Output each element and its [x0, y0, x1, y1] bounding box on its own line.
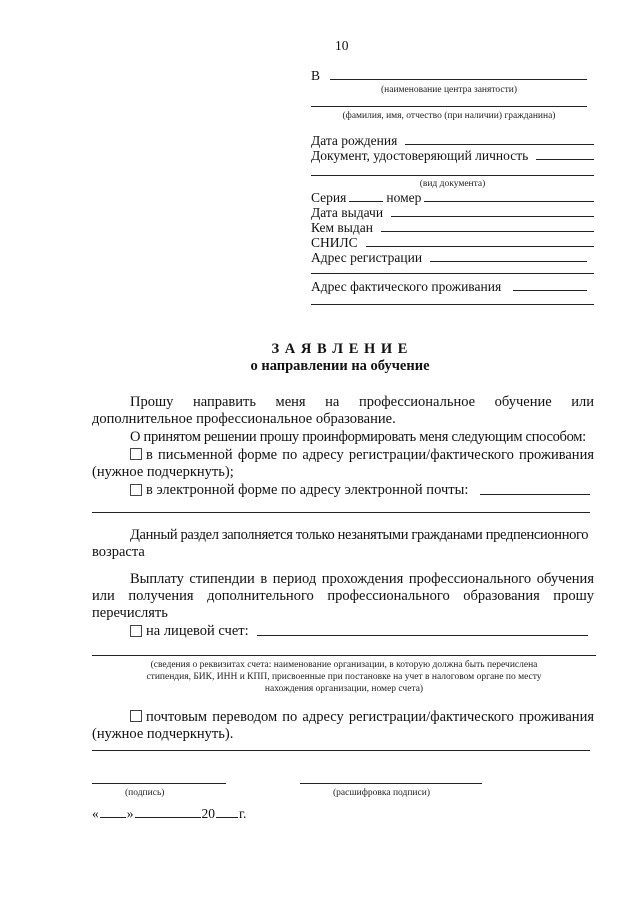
account-line-2[interactable]	[92, 655, 596, 656]
date-day-blank[interactable]	[100, 816, 126, 818]
p3-line2: возраста	[92, 544, 145, 560]
option-account[interactable]	[130, 622, 588, 640]
actual-address-field[interactable]	[311, 279, 587, 295]
date-month-blank[interactable]	[135, 816, 201, 818]
checkbox-postal[interactable]	[130, 710, 142, 722]
checkbox-account[interactable]	[130, 625, 142, 637]
date-year-blank[interactable]	[216, 816, 238, 818]
checkbox-written[interactable]	[130, 448, 142, 460]
account-caption-2: стипендия, БИК, ИНН и КПП, присвоенные при постановке на учет в налоговом органе по месту	[146, 672, 542, 682]
issued-by-field[interactable]	[311, 220, 594, 236]
p4-line1: Выплату стипендии в период прохождения профессионального обучения	[130, 571, 594, 587]
signature-decode-line[interactable]	[300, 783, 482, 784]
reg-address-line-2[interactable]	[311, 273, 594, 274]
signature-caption: (подпись)	[125, 788, 165, 798]
option-account-label: на лицевой счет:	[146, 623, 249, 639]
email-line-2[interactable]	[92, 512, 590, 513]
actual-address-line-2[interactable]	[311, 304, 594, 305]
date-close-quote: »	[126, 806, 134, 821]
actual-address-label: Адрес фактического проживания	[311, 279, 502, 294]
p1-line2: дополнительное профессиональное образование.	[92, 411, 396, 427]
reg-address-label: Адрес регистрации	[311, 250, 423, 265]
snils-field[interactable]	[311, 235, 594, 251]
issue-date-label: Дата выдачи	[311, 205, 384, 220]
p4-line3: перечислять	[92, 605, 168, 621]
option-email[interactable]	[130, 481, 590, 499]
issued-by-label: Кем выдан	[311, 220, 373, 235]
series-label: Серия	[311, 190, 347, 205]
option-written-line2: (нужное подчеркнуть);	[92, 464, 234, 480]
date-field[interactable]	[92, 806, 246, 822]
account-caption-1: (сведения о реквизитах счета: наименование организации, в которую должна быть перечислена	[150, 660, 538, 670]
option-written[interactable]	[130, 446, 594, 464]
option-postal[interactable]	[130, 708, 594, 726]
snils-label: СНИЛС	[311, 235, 358, 250]
p3-line1: Данный раздел заполняется только незанятыми гражданами предпенсионного	[130, 527, 589, 543]
birth-label: Дата рождения	[311, 133, 398, 148]
account-caption-3: нахождения организации, номер счета)	[264, 684, 424, 694]
document-title: З А Я В Л Е Н И Е	[271, 341, 409, 357]
signature-decode-caption: (расшифровка подписи)	[333, 788, 430, 798]
fio-line[interactable]	[311, 106, 587, 107]
page-number: 10	[335, 38, 349, 53]
center-caption: (наименование центра занятости)	[381, 85, 517, 95]
date-open-quote: «	[92, 806, 99, 821]
date-year-prefix: 20	[201, 806, 215, 821]
fio-caption: (фамилия, имя, отчество (при наличии) гражданина)	[342, 111, 556, 121]
birth-date-field[interactable]	[311, 133, 594, 149]
issue-date-field[interactable]	[311, 205, 594, 221]
p2-text: О принятом решении прошу проинформировать меня следующим способом:	[130, 429, 586, 445]
to-center-field[interactable]	[311, 68, 587, 84]
option-postal-line2: (нужное подчеркнуть).	[92, 726, 234, 742]
checkbox-email[interactable]	[130, 484, 142, 496]
document-field[interactable]	[311, 148, 594, 164]
to-label: В	[311, 68, 321, 83]
document-label: Документ, удостоверяющий личность	[311, 148, 529, 163]
postal-line[interactable]	[92, 750, 590, 751]
number-label: номер	[386, 190, 422, 205]
doc-type-line[interactable]	[311, 175, 594, 176]
p4-line2: или получения дополнительного профессионального образования прошу	[92, 588, 594, 604]
series-number-field[interactable]	[311, 190, 594, 206]
reg-address-field[interactable]	[311, 250, 587, 266]
p1-line1: Прошу направить меня на профессиональное обучение или	[130, 394, 594, 410]
option-written-label: в письменной форме по адресу регистрации/фактического проживания	[146, 447, 594, 463]
option-email-label: в электронной форме по адресу электронной почты:	[146, 482, 469, 498]
date-suffix: г.	[239, 806, 247, 821]
signature-line[interactable]	[92, 783, 226, 784]
document-subtitle: о направлении на обучение	[250, 358, 430, 374]
doc-type-caption: (вид документа)	[419, 179, 486, 189]
option-postal-label: почтовым переводом по адресу регистрации/фактического проживания	[146, 709, 594, 725]
